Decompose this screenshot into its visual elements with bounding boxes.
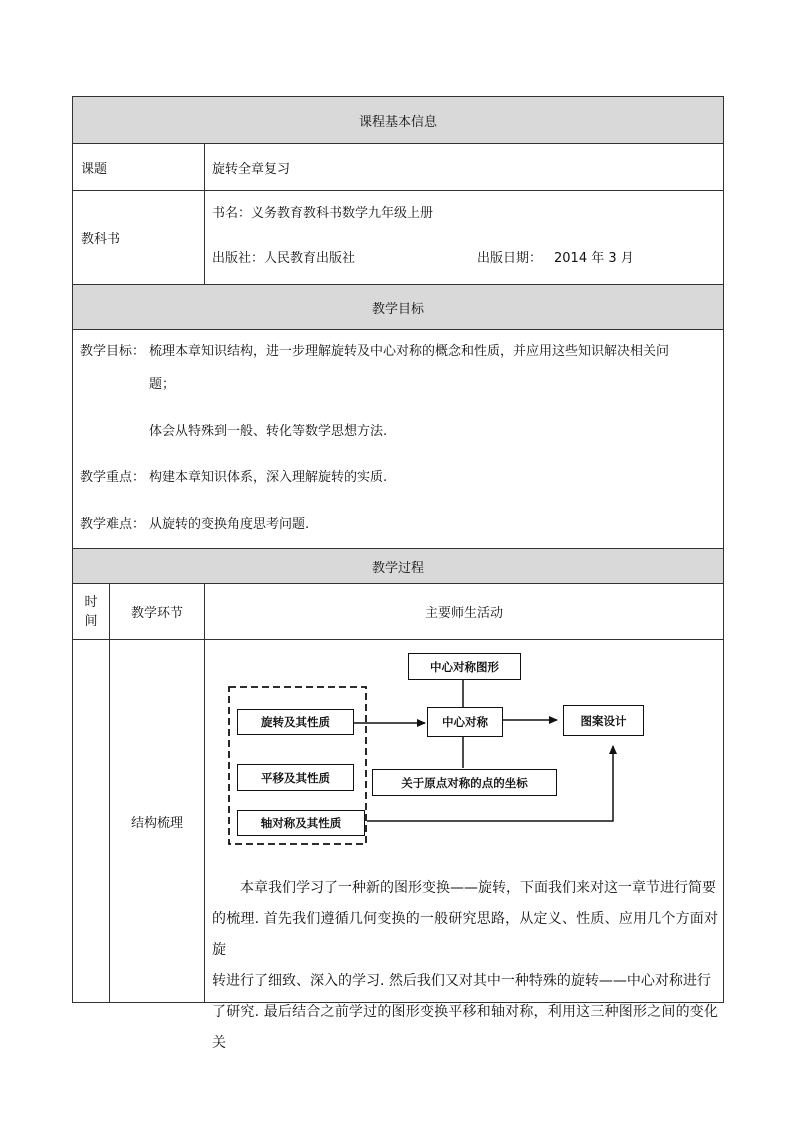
col-stage-header: 教学环节 xyxy=(110,584,205,640)
knowledge-structure-diagram xyxy=(205,640,724,865)
col-time-header xyxy=(73,584,110,640)
lesson-plan-table xyxy=(72,96,724,1051)
box-central-symmetry: 中心对称 xyxy=(427,707,503,737)
paragraph-line: 的梳理. 首先我们遵循几何变换的一般研究思路，从定义、性质、应用几个方面对旋 xyxy=(212,911,718,958)
topic-label: 课题 xyxy=(73,144,205,191)
objectives-header-row xyxy=(73,285,724,330)
textbook-label: 教科书 xyxy=(73,191,205,285)
paragraph-line: 了研究. 最后结合之前学过的图形变换平移和轴对称，利用这三种图形之间的变化关 xyxy=(212,1004,718,1051)
publisher: 出版社：人民教育出版社 xyxy=(212,251,356,266)
book-name: 书名：义务教育教科书数学九年级上册 xyxy=(212,206,434,221)
goal-label: 教学目标： xyxy=(80,344,146,359)
objectives-row xyxy=(73,330,724,549)
course-info-header: 课程基本信息 xyxy=(73,97,724,144)
topic-row xyxy=(73,144,724,191)
goal-line-3: 体会从特殊到一般、转化等数学思想方法. xyxy=(149,424,388,439)
difficulty-label: 教学难点： xyxy=(80,517,146,532)
col-activity-header: 主要师生活动 xyxy=(205,584,724,640)
topic-value: 旋转全章复习 xyxy=(205,144,724,191)
goal-line-1: 梳理本章知识结构，进一步理解旋转及中心对称的概念和性质，并应用这些知识解决相关问 xyxy=(149,344,670,359)
textbook-row xyxy=(73,191,724,285)
activity-cell xyxy=(205,640,724,1051)
difficulty-text: 从旋转的变换角度思考问题. xyxy=(149,517,310,532)
box-axial: 轴对称及其性质 xyxy=(237,810,365,836)
paragraph-line: 本章我们学习了一种新的图形变换——旋转，下面我们来对这一章节进行简要 xyxy=(240,880,716,896)
key-point-label: 教学重点： xyxy=(80,470,146,485)
course-info-header-row xyxy=(73,97,724,144)
box-pattern-design: 图案设计 xyxy=(563,705,644,736)
textbook-info xyxy=(205,191,724,285)
structure-row xyxy=(73,640,724,1003)
process-header: 教学过程 xyxy=(73,549,724,584)
box-rotation: 旋转及其性质 xyxy=(237,709,354,735)
pub-date-value: 2014 年 3 月 xyxy=(554,251,634,266)
pub-date-label: 出版日期： xyxy=(477,251,543,266)
objectives-content xyxy=(73,330,724,549)
stage-cell: 结构梳理 xyxy=(110,640,205,1003)
paragraph-line: 转进行了细致、深入的学习. 然后我们又对其中一种特殊的旋转——中心对称进行 xyxy=(212,973,711,989)
summary-paragraph xyxy=(205,873,724,1059)
box-origin-coords: 关于原点对称的点的坐标 xyxy=(372,769,557,796)
process-header-row xyxy=(73,549,724,584)
key-point-text: 构建本章知识体系，深入理解旋转的实质. xyxy=(149,470,388,485)
time-cell xyxy=(73,640,110,1003)
box-central-figure: 中心对称图形 xyxy=(408,653,521,680)
objectives-header: 教学目标 xyxy=(73,285,724,330)
goal-line-2: 题； xyxy=(149,377,176,392)
box-translation: 平移及其性质 xyxy=(237,764,354,791)
process-columns-row xyxy=(73,584,724,640)
col-time-label: 时间 xyxy=(84,594,98,629)
